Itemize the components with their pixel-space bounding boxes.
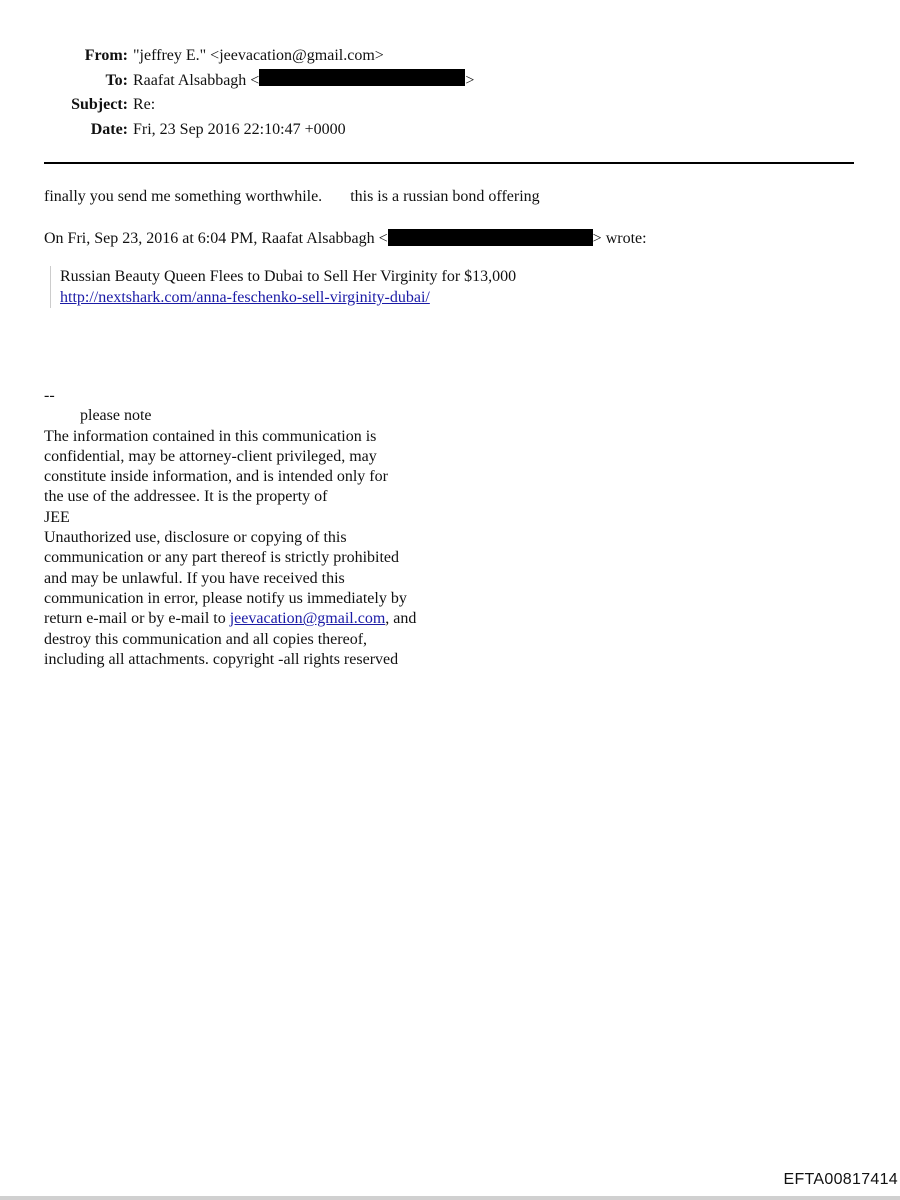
quote-intro-start: On Fri, Sep 23, 2016 at 6:04 PM, Raafat Alsabbagh < (44, 230, 388, 247)
disclaimer-line: Unauthorized use, disclosure or copying of this (44, 529, 347, 547)
to-email-redaction (259, 69, 465, 86)
quoted-message (50, 266, 516, 308)
disclaimer-line: and may be unlawful. If you have received this (44, 569, 345, 587)
quoted-headline: Russian Beauty Queen Flees to Dubai to Sell Her Virginity for $13,000 (60, 268, 517, 285)
from-label: From: (84, 47, 128, 64)
header-divider (44, 162, 854, 164)
disclaimer-line-with-email (44, 609, 416, 629)
disclaimer-line: the use of the addressee. It is the property of (44, 488, 328, 506)
disclaimer-line: communication in error, please notify us immediately by (44, 589, 407, 607)
disclaimer-line: including all attachments. copyright -all rights reserved (44, 650, 399, 668)
to-row (40, 69, 474, 94)
return-line-end: , and (385, 610, 417, 628)
quote-email-redaction (388, 229, 593, 246)
date-value: Fri, 23 Sep 2016 22:10:47 +0000 (133, 120, 346, 138)
disclaimer-line: confidential, may be attorney-client privileged, may (44, 447, 377, 465)
email-header (40, 44, 474, 142)
subject-label: Subject: (71, 96, 128, 113)
message-part-1: finally you send me something worthwhile. (44, 188, 323, 205)
message-part-2: this is a russian bond offering (350, 188, 540, 205)
signature-separator: -- (44, 387, 55, 404)
please-note: please note (80, 407, 152, 425)
disclaimer-line: The information contained in this communication is (44, 427, 377, 445)
disclaimer-line: destroy this communication and all copies thereof, (44, 630, 368, 648)
disclaimer-line: JEE (44, 508, 70, 526)
disclaimer-line: constitute inside information, and is intended only for (44, 468, 388, 486)
from-row (40, 44, 474, 69)
message-line (44, 188, 540, 206)
date-label: Date: (90, 120, 128, 138)
document-id: EFTA00817414 (783, 1171, 898, 1188)
to-label: To: (105, 71, 128, 89)
disclaimer-line: communication or any part thereof is strictly prohibited (44, 549, 400, 567)
signature-block (44, 386, 416, 670)
date-row (40, 118, 474, 143)
subject-value: Re: (133, 96, 156, 113)
from-value: "jeffrey E." <jeevacation@gmail.com> (133, 47, 384, 64)
quoted-article-link[interactable]: http://nextshark.com/anna-feschenko-sell-virginity-dubai/ (60, 289, 430, 306)
subject-row (40, 93, 474, 118)
quote-intro-end: > wrote: (592, 230, 647, 247)
email-link[interactable]: jeevacation@gmail.com (229, 610, 386, 628)
to-name: Raafat Alsabbagh < (133, 71, 260, 89)
bottom-edge (0, 1196, 900, 1200)
return-line-start: return e-mail or by e-mail to (44, 610, 230, 628)
to-close-bracket: > (465, 71, 475, 89)
quote-intro (44, 229, 647, 248)
